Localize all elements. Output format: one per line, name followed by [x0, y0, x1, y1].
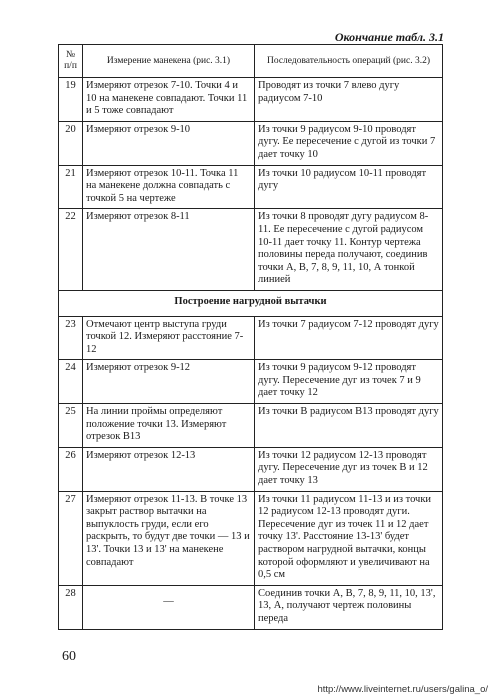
- row-number: 25: [59, 404, 83, 448]
- row-measure: Измеряют отрезок 8-11: [83, 209, 255, 291]
- row-number: 28: [59, 585, 83, 629]
- table-row: [59, 121, 443, 165]
- header-measure: Измерение манекена (рис. 3.1): [83, 45, 255, 78]
- row-number: 21: [59, 165, 83, 209]
- row-ops: Проводят из точки 7 влево дугу радиусом 7-10: [255, 78, 443, 122]
- row-measure: Измеряют отрезок 7-10. Точки 4 и 10 на манекене совпадают. Точки 11 и 5 тоже совпадают: [83, 78, 255, 122]
- row-ops: Из точки 7 радиусом 7-12 проводят дугу: [255, 316, 443, 360]
- table-header-row: [59, 45, 443, 78]
- section-row: [59, 290, 443, 316]
- row-ops: Соединив точки А, В, 7, 8, 9, 11, 10, 13', 13, А, получают чертеж половины переда: [255, 585, 443, 629]
- table-row: [59, 316, 443, 360]
- section-title: Построение нагрудной вытачки: [59, 290, 443, 316]
- header-ops: Последовательность операций (рис. 3.2): [255, 45, 443, 78]
- table-row: [59, 585, 443, 629]
- measurement-table: [58, 44, 443, 630]
- row-ops: Из точки 12 радиусом 12-13 проводят дугу. Пересечение дуг из точек В и 12 дает точку 13: [255, 447, 443, 491]
- row-number: 24: [59, 360, 83, 404]
- row-number: 20: [59, 121, 83, 165]
- row-ops: Из точки 8 проводят дугу радиусом 8-11. Ее пересечение с дугой радиусом 10-11 дает точку 11. Контур чертежа половины переда получают, соединив точки А, В, 7, 8, 9, 11, 10, А тонкой линией: [255, 209, 443, 291]
- row-number: 26: [59, 447, 83, 491]
- row-measure: Измеряют отрезок 10-11. Точка 11 на манекене должна совпадать с точкой 5 на чертеже: [83, 165, 255, 209]
- footer-url[interactable]: http://www.liveinternet.ru/users/galina_o/: [317, 684, 488, 695]
- row-ops: Из точки В радиусом В13 проводят дугу: [255, 404, 443, 448]
- table-row: [59, 165, 443, 209]
- table-row: [59, 360, 443, 404]
- row-measure: Измеряют отрезок 9-10: [83, 121, 255, 165]
- row-number: 22: [59, 209, 83, 291]
- row-ops: Из точки 11 радиусом 11-13 и из точки 12 радиусом 12-13 проводят дуги. Пересечение дуг из точек 11 и 12 дает точку 13'. Расстояние 13-13' будет раствором нагрудной вытачки, концы которой оформляют и увеличивают на 0,5 см: [255, 491, 443, 585]
- table-row: [59, 78, 443, 122]
- row-ops: Из точки 9 радиусом 9-10 проводят дугу. Ее пересечение с дугой из точки 7 дает точку 10: [255, 121, 443, 165]
- table-row: [59, 404, 443, 448]
- row-ops: Из точки 10 радиусом 10-11 проводят дугу: [255, 165, 443, 209]
- running-head: Окончание табл. 3.1: [334, 30, 444, 44]
- table-row: [59, 447, 443, 491]
- row-measure: На линии проймы определяют положение точки 13. Измеряют отрезок B13: [83, 404, 255, 448]
- table-row: [59, 491, 443, 585]
- header-num: № п/п: [59, 45, 83, 78]
- row-measure: Отмечают центр выступа груди точкой 12. Измеряют расстояние 7-12: [83, 316, 255, 360]
- table-row: [59, 209, 443, 291]
- page-number: 60: [62, 649, 76, 664]
- row-measure: Измеряют отрезок 12-13: [83, 447, 255, 491]
- row-ops: Из точки 9 радиусом 9-12 проводят дугу. Пересечение дуг из точек 7 и 9 дает точку 12: [255, 360, 443, 404]
- row-number: 27: [59, 491, 83, 585]
- row-measure: Измеряют отрезок 11-13. В точке 13 закрыт раствор вытачки на выпуклость груди, если его раскрыть, то будут две точки — 13 и 13'. Точки 13 и 13' на манекене совпадают: [83, 491, 255, 585]
- row-measure: —: [83, 585, 255, 629]
- row-number: 23: [59, 316, 83, 360]
- row-measure: Измеряют отрезок 9-12: [83, 360, 255, 404]
- row-number: 19: [59, 78, 83, 122]
